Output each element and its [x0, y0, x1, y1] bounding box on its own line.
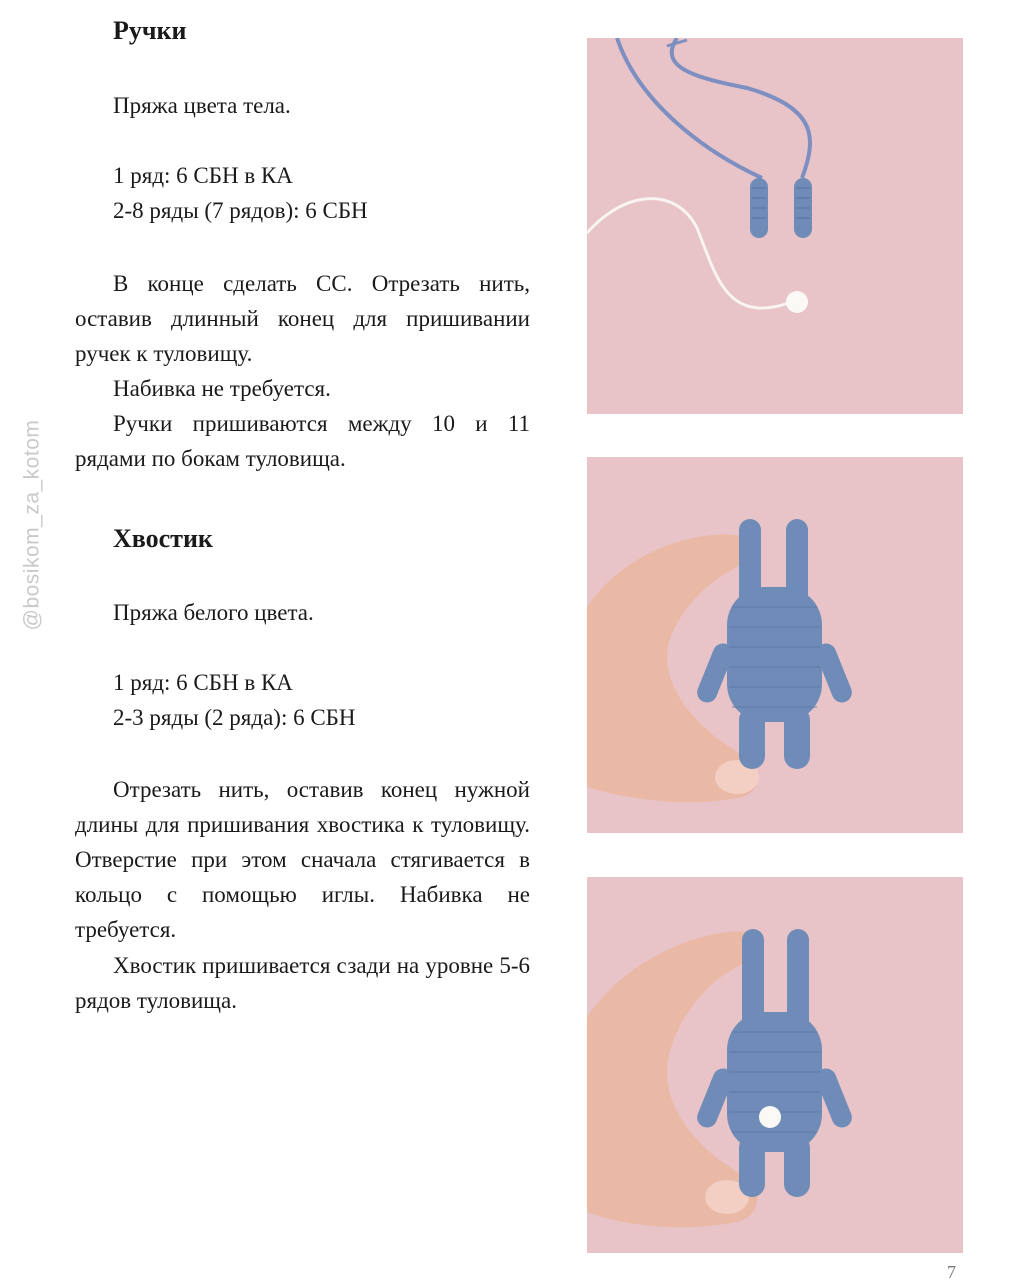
arms-row-1: 1 ряд: 6 СБН в КА [113, 163, 293, 188]
tail-title: Хвостик [113, 524, 213, 553]
arms-paragraph-2: Набивка не требуется. [113, 376, 331, 401]
photo-bunny-front [587, 457, 963, 833]
arms-paragraph-3: Ручки пришиваются между 10 и 11 рядами по бокам туловища. [75, 411, 530, 471]
watermark [12, 390, 52, 660]
photo-bunny-back-illustration [587, 877, 963, 1253]
photo-bunny-front-illustration [587, 457, 963, 833]
arms-paragraph-1: В конце сделать СС. Отрезать нить, оставив длинный конец для пришивании ручек к туловищу. [75, 271, 530, 366]
watermark-text: @bosikom_za_kotom [20, 419, 43, 631]
photo-bunny-back [587, 877, 963, 1253]
page-number: 7 [947, 1262, 956, 1282]
photo-arms-pieces-illustration [587, 38, 963, 414]
arms-title: Ручки [113, 16, 187, 45]
tail-yarn: Пряжа белого цвета. [113, 600, 314, 625]
tail-row-1: 1 ряд: 6 СБН в КА [113, 670, 293, 695]
arms-row-2: 2-8 ряды (7 рядов): 6 СБН [113, 198, 368, 223]
tail-row-2: 2-3 ряды (2 ряда): 6 СБН [113, 705, 356, 730]
tail-paragraph-2: Хвостик пришивается сзади на уровне 5-6 рядов туловища. [75, 953, 530, 1013]
photo-arms-pieces [587, 38, 963, 414]
arms-yarn: Пряжа цвета тела. [113, 93, 291, 118]
tail-paragraph-1: Отрезать нить, оставив конец нужной длины для пришивания хвостика к туловищу. Отверстие при этом сначала стягивается в кольцо с помощью иглы. Набивка не требуется. [75, 777, 530, 942]
